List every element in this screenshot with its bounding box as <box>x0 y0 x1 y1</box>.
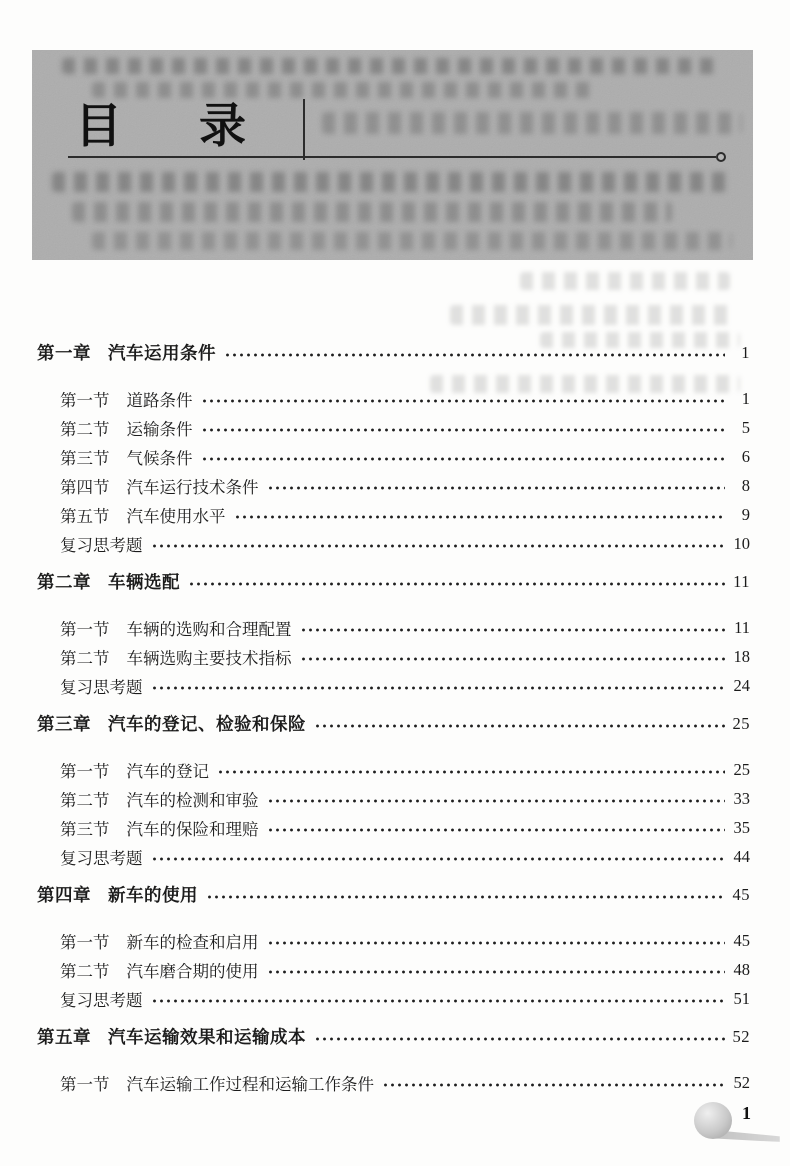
dotted-leader <box>201 425 726 435</box>
entry-title: 汽车运输效果和运输成本 <box>108 1027 306 1047</box>
dotted-leader <box>267 938 726 948</box>
entry-page: 11 <box>734 617 750 637</box>
entry-number: 第二节 <box>60 961 110 981</box>
toc-section-row <box>37 613 750 642</box>
dotted-leader <box>201 454 726 464</box>
entry-number: 第四章 <box>37 885 91 905</box>
dotted-leader <box>206 892 725 902</box>
toc-review-row <box>37 529 750 558</box>
bleed-through-smudge <box>520 272 730 290</box>
dotted-leader <box>151 541 726 551</box>
dotted-leader <box>224 350 725 360</box>
entry-title: 气候条件 <box>126 448 193 468</box>
entry-title: 车辆选购主要技术指标 <box>126 648 292 668</box>
dotted-leader <box>151 683 726 693</box>
entry-number: 第三节 <box>60 448 110 468</box>
dotted-leader <box>188 579 725 589</box>
toc-list <box>37 338 750 1097</box>
entry-page: 52 <box>733 1072 750 1092</box>
toc-review-row <box>37 984 750 1013</box>
toc-section-row <box>37 955 750 984</box>
entry-number: 第四节 <box>60 477 110 497</box>
entry-title: 运输条件 <box>126 419 193 439</box>
dotted-leader <box>300 625 726 635</box>
entry-title: 车辆选配 <box>108 572 180 592</box>
entry-title: 汽车使用水平 <box>126 506 226 526</box>
dotted-leader <box>314 1034 725 1044</box>
entry-title: 复习思考题 <box>60 990 143 1010</box>
entry-page: 33 <box>733 788 750 808</box>
entry-title: 复习思考题 <box>60 848 143 868</box>
entry-page: 5 <box>741 417 750 437</box>
header-band <box>32 50 753 260</box>
entry-page: 10 <box>733 533 750 553</box>
toc-section-row <box>37 471 750 500</box>
entry-page: 51 <box>733 988 750 1008</box>
page-number: 1 <box>742 1103 751 1123</box>
entry-number: 第一节 <box>60 761 110 781</box>
title-underline <box>68 156 716 158</box>
entry-number: 第二节 <box>60 419 110 439</box>
entry-title: 汽车的登记、检验和保险 <box>108 714 306 734</box>
entry-title: 汽车的检测和审验 <box>126 790 259 810</box>
entry-title: 汽车的保险和理赔 <box>126 819 259 839</box>
entry-title: 汽车运用条件 <box>108 343 216 363</box>
entry-page: 45 <box>733 930 750 950</box>
entry-page: 24 <box>733 675 750 695</box>
toc-chapter-row <box>37 709 750 738</box>
toc-review-row <box>37 671 750 700</box>
entry-title: 车辆的选购和合理配置 <box>126 619 292 639</box>
entry-number: 第一节 <box>60 1074 110 1094</box>
bleed-through-smudge <box>72 202 672 222</box>
entry-page: 25 <box>732 713 750 733</box>
dotted-leader <box>234 512 726 522</box>
footer-sphere-icon <box>694 1102 732 1139</box>
toc-section-row <box>37 384 750 413</box>
toc-section-row <box>37 813 750 842</box>
entry-title: 汽车磨合期的使用 <box>126 961 259 981</box>
dotted-leader <box>201 396 726 406</box>
entry-page: 18 <box>733 646 750 666</box>
entry-page: 35 <box>733 817 750 837</box>
entry-page: 11 <box>733 571 750 591</box>
toc-section-row <box>37 413 750 442</box>
entry-number: 第五章 <box>37 1027 91 1047</box>
entry-number: 第二节 <box>60 648 110 668</box>
bleed-through-smudge <box>92 82 592 98</box>
page-title: 目 录 <box>75 99 248 152</box>
entry-page: 48 <box>733 959 750 979</box>
entry-number: 第一节 <box>60 390 110 410</box>
entry-title: 复习思考题 <box>60 535 143 555</box>
dotted-leader <box>267 825 726 835</box>
entry-page: 1 <box>741 342 750 362</box>
toc-section-row <box>37 784 750 813</box>
line-end-circle-icon <box>716 152 726 162</box>
dotted-leader <box>314 721 725 731</box>
entry-page: 45 <box>732 884 750 904</box>
entry-page: 6 <box>741 446 750 466</box>
entry-title: 道路条件 <box>126 390 193 410</box>
entry-number: 第二节 <box>60 790 110 810</box>
entry-page: 52 <box>732 1026 750 1046</box>
entry-title: 汽车运行技术条件 <box>126 477 259 497</box>
bleed-through-smudge <box>450 305 730 325</box>
dotted-leader <box>267 483 726 493</box>
toc-section-row <box>37 926 750 955</box>
dotted-leader <box>151 996 726 1006</box>
entry-number: 第二章 <box>37 572 91 592</box>
bleed-through-smudge <box>62 58 722 74</box>
entry-page: 44 <box>733 846 750 866</box>
toc-section-row <box>37 500 750 529</box>
bleed-through-smudge <box>92 232 732 250</box>
dotted-leader <box>300 654 726 664</box>
entry-number: 第三章 <box>37 714 91 734</box>
entry-title: 复习思考题 <box>60 677 143 697</box>
entry-number: 第三节 <box>60 819 110 839</box>
entry-number: 第一章 <box>37 343 91 363</box>
bleed-through-smudge <box>322 112 742 134</box>
entry-number: 第一节 <box>60 932 110 952</box>
toc-chapter-row <box>37 880 750 909</box>
entry-title: 汽车运输工作过程和运输工作条件 <box>126 1074 374 1094</box>
entry-title: 汽车的登记 <box>126 761 209 781</box>
entry-title: 新车的使用 <box>108 885 198 905</box>
entry-page: 1 <box>741 388 750 408</box>
dotted-leader <box>382 1080 725 1090</box>
entry-page: 8 <box>741 475 750 495</box>
toc-chapter-row <box>37 338 750 367</box>
bleed-through-smudge <box>52 172 732 192</box>
entry-title: 新车的检查和启用 <box>126 932 259 952</box>
dotted-leader <box>267 967 726 977</box>
entry-page: 9 <box>741 504 750 524</box>
toc-section-row <box>37 642 750 671</box>
dotted-leader <box>267 796 726 806</box>
title-divider-line <box>303 99 305 160</box>
toc-review-row <box>37 842 750 871</box>
entry-number: 第一节 <box>60 619 110 639</box>
toc-chapter-row <box>37 567 750 596</box>
toc-chapter-row <box>37 1022 750 1051</box>
toc-section-row <box>37 1068 750 1097</box>
dotted-leader <box>217 767 725 777</box>
toc-section-row <box>37 442 750 471</box>
entry-number: 第五节 <box>60 506 110 526</box>
toc-section-row <box>37 755 750 784</box>
dotted-leader <box>151 854 726 864</box>
entry-page: 25 <box>733 759 750 779</box>
